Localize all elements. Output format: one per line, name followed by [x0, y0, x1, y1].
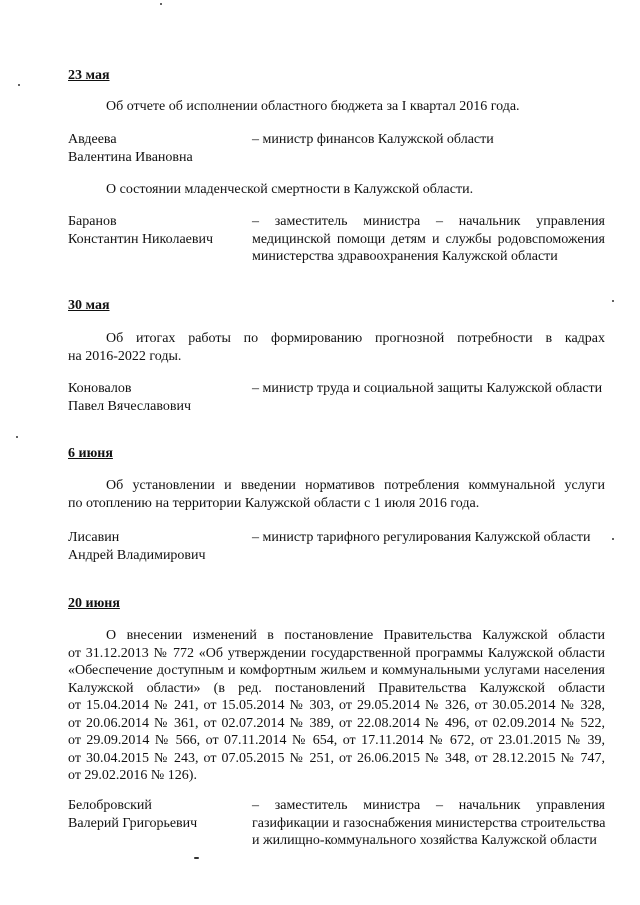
agenda-topic: [68, 181, 605, 199]
scan-speck: [16, 436, 18, 438]
scan-speck: [612, 300, 614, 302]
speaker-name: [68, 131, 193, 166]
scan-speck: [18, 84, 20, 86]
role-line: министерства здравоохранения Калужской области: [252, 249, 558, 264]
speaker-given-names: Валерий Григорьевич: [68, 815, 198, 831]
speaker-given-names: Павел Вячеславович: [68, 398, 192, 414]
agenda-topic: [68, 477, 605, 512]
role-line: и жилищно-коммунального хозяйства Калужской области: [252, 833, 597, 848]
topic-line: от 31.12.2013 № 772 «Об утверждении государственной программы Калужской области: [68, 645, 605, 661]
topic-line: Калужской области» (в ред. постановлений Правительства Калужской области: [68, 680, 605, 696]
speaker-role: [252, 797, 605, 850]
topic-line: по отоплению на территории Калужской области с 1 июля 2016 года.: [68, 495, 480, 511]
topic-line: от 30.04.2015 № 243, от 07.05.2015 № 251, от 26.06.2015 № 348, от 28.12.2015 № 747,: [68, 750, 605, 766]
role-line: – заместитель министра – начальник управления: [252, 798, 605, 813]
agenda-topic: [68, 98, 605, 116]
role-line: – министр финансов Калужской области: [252, 132, 494, 147]
scan-speck: [612, 538, 614, 540]
section-date: 23 мая: [68, 68, 110, 83]
scan-speck: [194, 857, 199, 859]
topic-line: Об установлении и введении нормативов потребления коммунальной услуги: [106, 478, 605, 493]
topic-line: О внесении изменений в постановление Правительства Калужской области: [106, 628, 605, 643]
speaker-surname: Баранов: [68, 214, 117, 229]
speaker-given-names: Константин Николаевич: [68, 231, 214, 247]
topic-line: Об итогах работы по формированию прогнозной потребности в кадрах: [106, 331, 605, 346]
speaker-name: [68, 797, 197, 832]
speaker-role: [252, 380, 605, 398]
role-line: газификации и газоснабжения министерства строительства: [252, 815, 606, 831]
topic-line: от 15.04.2014 № 241, от 15.05.2014 № 303, от 29.05.2014 № 326, от 30.05.2014 № 328,: [68, 698, 605, 713]
speaker-name: [68, 213, 213, 248]
topic-line: от 29.09.2014 № 566, от 07.11.2014 № 654, от 17.11.2014 № 672, от 23.01.2015 № 39,: [68, 733, 605, 748]
speaker-role: [252, 213, 605, 266]
speaker-surname: Лисавин: [68, 530, 120, 545]
speaker-given-names: Андрей Владимирович: [68, 547, 206, 563]
speaker-surname: Белобровский: [68, 798, 152, 813]
section-date: 6 июня: [68, 446, 113, 461]
role-line: – заместитель министра – начальник управления: [252, 214, 605, 229]
speaker-role: [252, 131, 605, 149]
agenda-topic: [68, 627, 605, 785]
topic-line: Об отчете об исполнении областного бюджета за I квартал 2016 года.: [106, 99, 520, 114]
speaker-surname: Авдеева: [68, 132, 117, 147]
speaker-surname: Коновалов: [68, 381, 132, 396]
speaker-role: [252, 529, 605, 547]
topic-line: О состоянии младенческой смертности в Калужской области.: [106, 182, 474, 197]
topic-line: «Обеспечение доступным и комфортным жильем и коммунальными услугами населения: [68, 663, 605, 678]
speaker-name: [68, 529, 206, 564]
role-line: – министр тарифного регулирования Калужской области: [252, 530, 591, 545]
section-date: 20 июня: [68, 596, 120, 611]
section-date: 30 мая: [68, 298, 110, 313]
topic-line: на 2016-2022 годы.: [68, 348, 182, 364]
speaker-given-names: Валентина Ивановна: [68, 149, 193, 165]
role-line: медицинской помощи детям и службы родовспоможения: [252, 231, 605, 247]
speaker-name: [68, 380, 191, 415]
topic-line: от 20.06.2014 № 361, от 02.07.2014 № 389, от 22.08.2014 № 496, от 02.09.2014 № 522,: [68, 715, 605, 731]
agenda-topic: [68, 330, 605, 365]
scan-speck: [160, 3, 162, 5]
topic-line: от 29.02.2016 № 126).: [68, 768, 197, 783]
role-line: – министр труда и социальной защиты Калужской области: [252, 381, 603, 396]
